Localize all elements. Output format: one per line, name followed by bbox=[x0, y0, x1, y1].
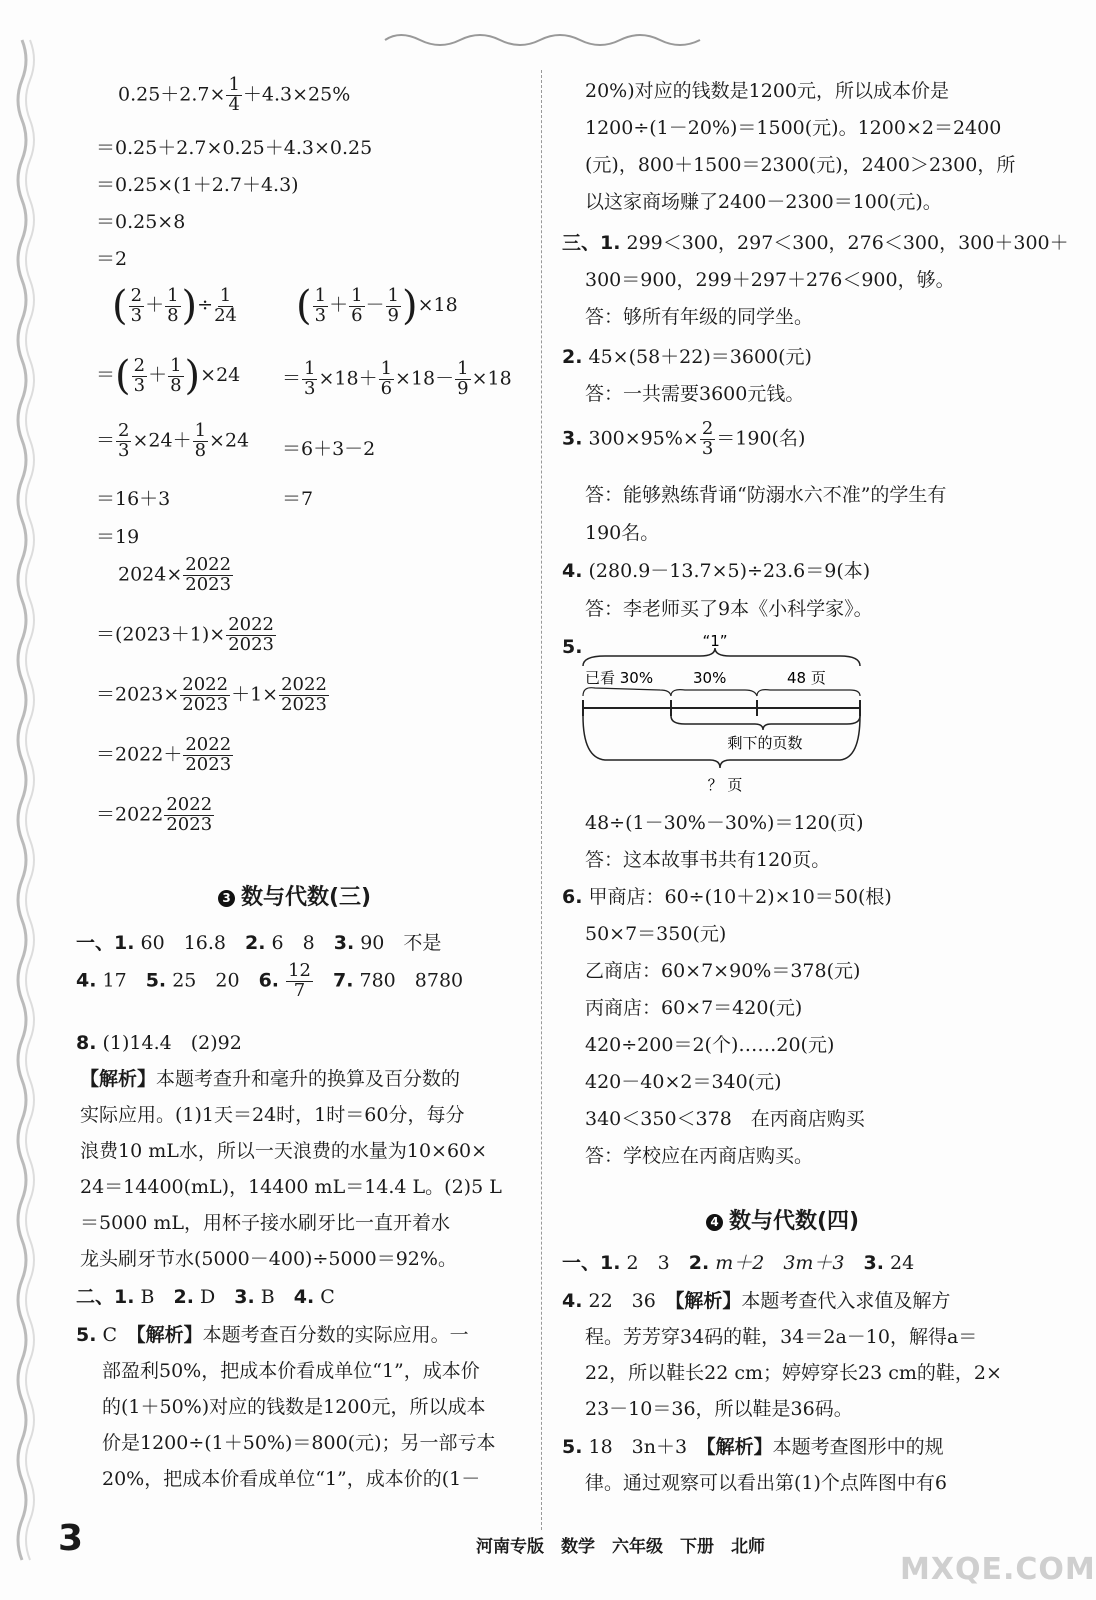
calc1-line4: ＝0.25×8 bbox=[96, 211, 186, 233]
calcB-line4: ＝7 bbox=[282, 488, 314, 510]
q3-6-line2: 50×7＝350(元) bbox=[585, 923, 727, 945]
calcB-line1: ( $\frac{1}{3}$ ＋ $\frac{1}{6}$ － $\frac{1}{9}$ )×18 bbox=[296, 283, 458, 329]
section-number-badge: 3 bbox=[218, 890, 235, 907]
answers-row-5-line5: 20%，把成本价看成单位“1”，成本价的(1－ bbox=[102, 1468, 481, 1490]
r-cont-line3: (元)，800＋1500＝2300(元)，2400＞2300，所 bbox=[585, 154, 1016, 176]
calc3-line2: ＝(2023＋1)× $\frac{2022}{2023}$ bbox=[96, 614, 274, 655]
q3-6-line6: 420－40×2＝340(元) bbox=[585, 1071, 782, 1093]
q3-6-line3: 乙商店：60×7×90%＝378(元) bbox=[585, 960, 861, 982]
wavy-border bbox=[0, 0, 40, 1600]
answers-row-4: 二、1. B 2. D 3. B 4. C bbox=[76, 1286, 335, 1308]
calcA-line2: ＝( $\frac{2}{3}$ ＋ $\frac{1}{8}$ )×24 bbox=[96, 353, 241, 399]
explanation-line2: 实际应用。(1)1天＝24时，1时＝60分，每分 bbox=[80, 1104, 465, 1126]
q3-5-number: 5. bbox=[562, 636, 583, 658]
explanation-line4: 24＝14400(mL)，14400 mL＝14.4 L。(2)5 L bbox=[80, 1176, 502, 1198]
q3-3-line1: 3. 300×95%× $\frac{2}{3}$ ＝190(名) bbox=[562, 418, 806, 459]
q3-5-answer: 答：这本故事书共有120页。 bbox=[585, 849, 831, 871]
r-cont-line1: 20%)对应的钱数是1200元，所以成本价是 bbox=[585, 80, 949, 102]
answers-row-5-line4: 价是1200÷(1＋50%)＝800(元)；另一部亏本 bbox=[102, 1432, 496, 1454]
q3-4-line1: 4. (280.9－13.7×5)÷23.6＝9(本) bbox=[562, 560, 871, 582]
q3-2-line1: 2. 45×(58＋22)＝3600(元) bbox=[562, 346, 812, 368]
explanation-line5: ＝5000 mL，用杯子接水刷牙比一直开着水 bbox=[80, 1212, 451, 1234]
q3-6-answer: 答：学校应在丙商店购买。 bbox=[585, 1145, 814, 1167]
r-cont-line4: 以这家商场赚了2400－2300＝100(元)。 bbox=[585, 191, 942, 213]
q3-3-answer: 答：能够熟练背诵“防溺水六不准”的学生有 bbox=[585, 484, 947, 506]
calc1-line5: ＝2 bbox=[96, 248, 128, 270]
answers-row-5-line2: 部盈利50%，把成本价看成单位“1”，成本价 bbox=[102, 1360, 480, 1382]
s4-row-2-line2: 程。芳芳穿34码的鞋，34＝2a－10，解得a＝ bbox=[585, 1326, 978, 1348]
top-brace bbox=[583, 648, 860, 666]
diagram-question-label: ？ 页 bbox=[707, 776, 743, 794]
q3-5-calc: 48÷(1－30%－30%)＝120(页) bbox=[585, 812, 864, 834]
top-wave-decoration bbox=[380, 28, 710, 50]
s4-row-1: 一、1. 2 3 2. m＋2 3m＋3 3. 24 bbox=[562, 1252, 915, 1274]
q3-1-line1: 三、1. 299＜300，297＜300，276＜300，300＋300＋ bbox=[562, 232, 1069, 254]
fraction: $\frac{1}{4}$ bbox=[228, 74, 240, 115]
answers-row-1: 一、1. 60 16.8 2. 6 8 3. 90 不是 bbox=[76, 932, 442, 954]
explanation-line6: 龙头刷牙节水(5000－400)÷5000＝92%。 bbox=[80, 1248, 457, 1270]
diagram-unit-label: “1” bbox=[702, 632, 728, 650]
diagram-rest-label: 剩下的页数 bbox=[727, 734, 803, 752]
q3-6-line7: 340＜350＜378 在丙商店购买 bbox=[585, 1108, 865, 1130]
diagram-30-label: 30% bbox=[693, 669, 727, 687]
q3-2-answer: 答：一共需要3600元钱。 bbox=[585, 383, 805, 405]
answers-row-5-line3: 的(1＋50%)对应的钱数是1200元，所以成本 bbox=[102, 1396, 486, 1418]
section-title-3: 3 数与代数(三) bbox=[218, 880, 371, 911]
answers-row-3: 8. (1)14.4 (2)92 bbox=[76, 1032, 242, 1054]
segment-diagram bbox=[575, 628, 875, 798]
calcA-line3: ＝ $\frac{2}{3}$ ×24＋ $\frac{1}{8}$ ×24 bbox=[96, 420, 250, 461]
calc1-line3: ＝0.25×(1＋2.7＋4.3) bbox=[96, 174, 299, 196]
q3-1-line2: 300＝900，299＋297＋276＜900，够。 bbox=[585, 269, 955, 291]
page-number: 3 bbox=[58, 1518, 84, 1559]
calcB-line3: ＝6＋3－2 bbox=[282, 438, 376, 460]
explanation-line3: 浪费10 mL水，所以一天浪费的水量为10×60× bbox=[80, 1140, 488, 1162]
calc1-line2: ＝0.25＋2.7×0.25＋4.3×0.25 bbox=[96, 137, 373, 159]
s4-row-2-line4: 23－10＝36，所以鞋是36码。 bbox=[585, 1398, 853, 1420]
s4-row-3: 5. 18 3n＋3 【解析】本题考查图形中的规 bbox=[562, 1436, 944, 1458]
calcA-line4: ＝16＋3 bbox=[96, 488, 171, 510]
diagram-read-label: 已看 30% bbox=[585, 669, 654, 687]
q3-6-line1: 6. 甲商店：60÷(10＋2)×10＝50(根) bbox=[562, 886, 892, 908]
calc3-line4: ＝2022＋ $\frac{2022}{2023}$ bbox=[96, 734, 232, 775]
answers-row-5: 5. C 【解析】本题考查百分数的实际应用。一 bbox=[76, 1324, 469, 1346]
column-divider bbox=[541, 70, 542, 1530]
section-number-badge: 4 bbox=[706, 1214, 723, 1231]
calcB-line2: ＝ $\frac{1}{3}$ ×18＋ $\frac{1}{6}$ ×18－ $\frac{1}{9}$ ×18 bbox=[282, 358, 512, 399]
watermark: MXQE.COM bbox=[900, 1552, 1096, 1587]
calcA-line1: ( $\frac{2}{3}$ ＋ $\frac{1}{8}$ )÷ $\frac{1}{24}$ bbox=[112, 283, 237, 329]
calc3-line1: 2024× $\frac{2022}{2023}$ bbox=[118, 554, 232, 595]
footer-edition: 河南专版 数学 六年级 下册 北师 bbox=[476, 1537, 765, 1557]
calcA-line5: ＝19 bbox=[96, 526, 140, 548]
answers-row-2: 4. 17 5. 25 20 6. $\frac{12}{7}$ 7. 780 8780 bbox=[76, 960, 464, 1001]
s4-row-3-line2: 律。通过观察可以看出第(1)个点阵图中有6 bbox=[585, 1472, 948, 1494]
r-cont-line2: 1200÷(1－20%)＝1500(元)。1200×2＝2400 bbox=[585, 117, 1002, 139]
diagram-48-label: 48 页 bbox=[787, 669, 826, 687]
calc3-line3: ＝2023× $\frac{2022}{2023}$ ＋1× $\frac{2022}{2023}$ bbox=[96, 674, 327, 715]
q3-6-line5: 420÷200＝2(个)……20(元) bbox=[585, 1034, 835, 1056]
q3-4-answer: 答：李老师买了9本《小科学家》。 bbox=[585, 598, 873, 620]
q3-6-line4: 丙商店：60×7＝420(元) bbox=[585, 997, 803, 1019]
q3-1-answer: 答：够所有年级的同学坐。 bbox=[585, 306, 814, 328]
explanation-line1: 【解析】本题考查升和毫升的换算及百分数的 bbox=[80, 1068, 461, 1090]
calc1-line1: 0.25＋2.7× $\frac{1}{4}$ ＋4.3×25% bbox=[118, 74, 351, 115]
q3-3-answer-2: 190名。 bbox=[585, 522, 660, 544]
s4-row-2-line3: 22，所以鞋长22 cm；婷婷穿长23 cm的鞋，2× bbox=[585, 1362, 1002, 1384]
s4-row-2: 4. 22 36 【解析】本题考查代入求值及解方 bbox=[562, 1290, 951, 1312]
section-title-4: 4 数与代数(四) bbox=[706, 1204, 859, 1235]
calc3-line5: ＝2022 $\frac{2022}{2023}$ bbox=[96, 794, 213, 835]
